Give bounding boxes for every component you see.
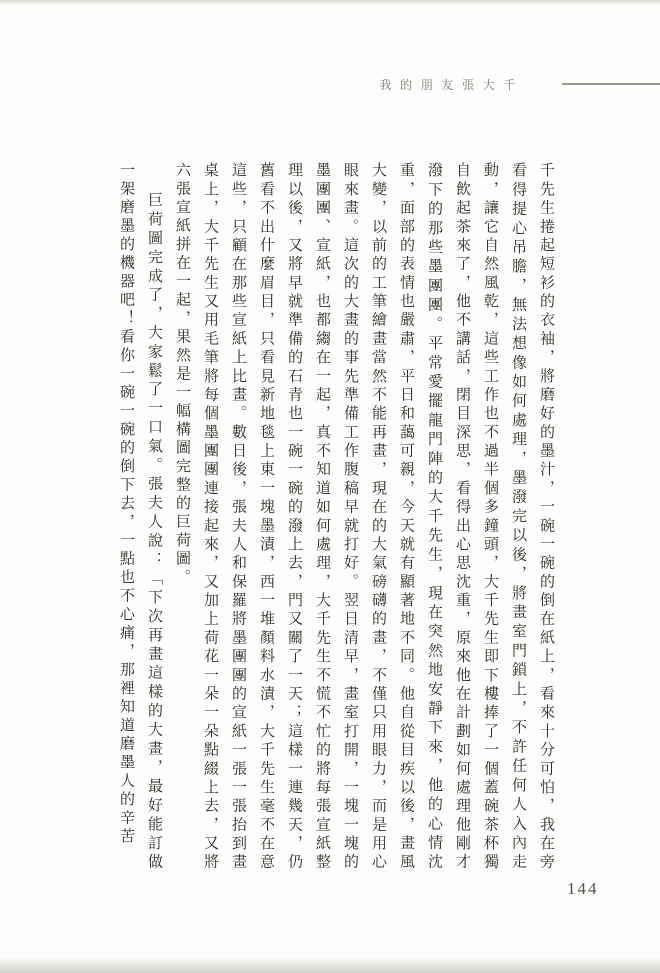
header-title: 我的朋友張大千 bbox=[379, 78, 524, 92]
header-rule bbox=[562, 83, 660, 85]
page-top-edge bbox=[0, 0, 660, 6]
page-number: 144 bbox=[567, 879, 599, 898]
body-text bbox=[108, 162, 560, 872]
running-header bbox=[0, 76, 660, 98]
paragraph: 千先生捲起短衫的衣袖，將磨好的墨汁，一碗一碗的倒在紙上，看來十分可怕，我在旁看得提心吊膽，無法想像如何處理，墨潑完以後，將畫室門鎖上，不許任何人入內走動，讓它自然風乾，這些工作也不過半個多鐘頭，大千先生即下樓捧了一個蓋碗茶杯獨自飲起茶來了，他不講話，閉目深思，看得出心思沈重，原來他在計劃如何處理他剛才潑下的那些墨團團。平常愛擺龍門陣的大千先生，現在突然地安靜下來，他的心情沈重，面部的表情也嚴肅，平日和藹可親，今天就有顯著地不同。他自從目疾以後，畫風大變，以前的工筆繪畫當然不能再畫，現在的大氣磅礴的畫，不僅只用眼力，而是用心眼來畫。這次的大畫的事先準備工作腹稿早就打好。翌日清早，畫室打開，一塊一塊的墨團團、宣紙，也都縐在一起，真不知道如何處理，大千先生不慌不忙的將每張宣紙整理以後，又將早就準備的石青也一碗一碗的潑上去，門又關了一天；這樣一連幾天，仍舊看不出什麼眉目，只看見新地毯上東一塊墨漬，西一堆顏料水漬，大千先生毫不在意這些，只顧在那些宣紙上比畫。數日後，張夫人和保羅將墨團團的宣紙一張一張抬到畫桌上，大千先生又用毛筆將每個墨團團連接起來，又加上荷花一朵一朵點綴上去，又將六張宣紙拼在一起，果然是一幅構圖完整的巨荷圖。 bbox=[174, 162, 554, 872]
paragraph: 巨荷圖完成了，大家鬆了一口氣。張夫人說：「下次再畫這樣的大畫，最好能訂做一架磨墨的機器吧！看你一碗一碗的倒下去，一點也不心痛，那裡知道磨墨人的辛苦 bbox=[118, 162, 162, 872]
page-bottom-edge bbox=[0, 957, 660, 973]
